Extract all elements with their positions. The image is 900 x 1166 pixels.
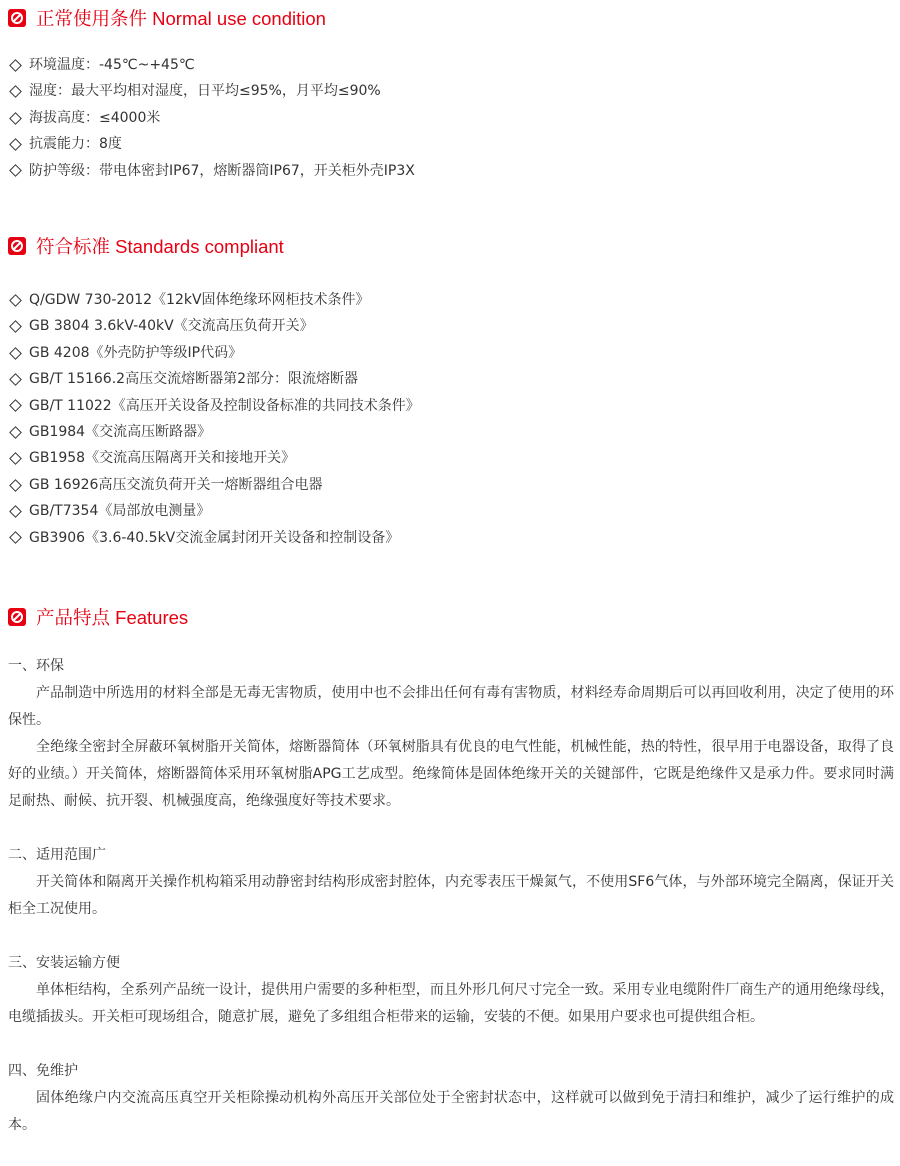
list-item <box>8 340 420 366</box>
no-sign-icon <box>8 237 26 255</box>
list-item-text: 抗震能力：8度 <box>29 136 122 153</box>
section-heading-features <box>8 605 188 629</box>
list-item-text: Q/GDW 730-2012《12kV固体绝缘环网柜技术条件》 <box>29 292 370 308</box>
list-item-text: GB1958《交流高压隔离开关和接地开关》 <box>29 450 296 467</box>
list-item-text: GB3906《3.6-40.5kV交流金属封闭开关设备和控制设备》 <box>29 529 400 546</box>
diamond-icon <box>9 426 22 439</box>
list-item-text: GB/T 11022《高压开关设备及控制设备标准的共同技术条件》 <box>29 397 420 414</box>
diamond-icon <box>9 59 22 72</box>
list-item-text: GB 3804 3.6kV-40kV《交流高压负荷开关》 <box>29 318 314 335</box>
list-item <box>8 366 420 392</box>
feature-paragraph: 开关简体和隔离开关操作机构箱采用动静密封结构形成密封腔体，内充零表压干燥氮气，不使用SF6气体，与外部环境完全隔离，保证开关柜全工况使用。 <box>8 874 894 917</box>
diamond-icon <box>9 373 22 386</box>
normal-use-list <box>8 52 415 184</box>
list-item-text: 防护等级：带电体密封IP67，熔断器筒IP67，开关柜外壳IP3X <box>29 162 415 179</box>
diamond-icon <box>9 479 22 492</box>
diamond-icon <box>9 112 22 125</box>
diamond-icon <box>9 294 22 307</box>
diamond-icon <box>9 320 22 333</box>
diamond-icon <box>9 452 22 465</box>
no-sign-icon <box>8 608 26 626</box>
feature-paragraph: 产品制造中所选用的材料全部是无毒无害物质，使用中也不会排出任何有毒有害物质，材料经寿命周期后可以再回收利用，决定了使用的环保性。 <box>8 685 894 728</box>
feature-heading: 一、环保 <box>8 658 64 674</box>
list-item <box>8 78 415 104</box>
list-item <box>8 525 420 551</box>
feature-heading: 三、安装运输方便 <box>8 955 120 971</box>
list-item-text: GB/T7354《局部放电测量》 <box>29 503 211 520</box>
diamond-icon <box>9 347 22 360</box>
list-item <box>8 105 415 131</box>
list-item <box>8 313 420 339</box>
section-heading-standards <box>8 234 284 258</box>
diamond-icon <box>9 505 22 518</box>
list-item <box>8 472 420 498</box>
list-item-text: 海拔高度：≤4000米 <box>29 109 161 126</box>
list-item <box>8 445 420 471</box>
diamond-icon <box>9 164 22 177</box>
feature-paragraph: 单体柜结构，全系列产品统一设计，提供用户需要的多种柜型，而且外形几何尺寸完全一致。采用专业电缆附件厂商生产的通用绝缘母线，电缆插拔头。开关柜可现场组合，随意扩展，避免了多组组合柜带来的运输，安装的不便。如果用户要求也可提供组合柜。 <box>8 982 894 1025</box>
feature-paragraph: 固体绝缘户内交流高压真空开关柜除操动机构外高压开关部位处于全密封状态中，这样就可以做到免于清扫和维护，减少了运行维护的成本。 <box>8 1090 894 1133</box>
no-sign-icon <box>8 9 26 27</box>
list-item <box>8 498 420 524</box>
list-item-text: 湿度：最大平均相对湿度，日平均≤95%，月平均≤90% <box>29 83 381 100</box>
list-item-text: 环境温度：-45℃~+45℃ <box>29 57 195 73</box>
list-item <box>8 419 420 445</box>
feature-block <box>8 950 894 1031</box>
section-title: 产品特点 Features <box>36 607 189 628</box>
diamond-icon <box>9 531 22 544</box>
list-item-text: GB1984《交流高压断路器》 <box>29 424 212 441</box>
diamond-icon <box>9 138 22 151</box>
feature-heading: 二、适用范围广 <box>8 847 106 863</box>
list-item <box>8 131 415 157</box>
feature-heading: 四、免维护 <box>8 1063 78 1079</box>
section-title: 符合标准 Standards compliant <box>36 236 284 257</box>
list-item <box>8 287 420 313</box>
list-item-text: GB 16926高压交流负荷开关一熔断器组合电器 <box>29 476 323 493</box>
list-item <box>8 52 415 78</box>
feature-block <box>8 1058 894 1139</box>
feature-block <box>8 653 894 815</box>
feature-block <box>8 842 894 923</box>
list-item-text: GB/T 15166.2高压交流熔断器第2部分：限流熔断器 <box>29 371 358 388</box>
diamond-icon <box>9 85 22 98</box>
section-heading-normal-use <box>8 6 326 30</box>
list-item <box>8 158 415 184</box>
features-body <box>8 653 894 1166</box>
standards-list <box>8 287 420 551</box>
list-item-text: GB 4208《外壳防护等级IP代码》 <box>29 344 243 361</box>
feature-paragraph: 全绝缘全密封全屏蔽环氧树脂开关简体，熔断器简体（环氧树脂具有优良的电气性能，机械性能，热的特性，很早用于电器设备，取得了良好的业绩。）开关简体，熔断器简体采用环氧树脂APG工艺成型。绝缘简体是固体绝缘开关的关键部件，它既是绝缘件又是承力件。要求同时满足耐热、耐候、抗开裂、机械强度高，绝缘强度好等技术要求。 <box>8 739 894 809</box>
diamond-icon <box>9 399 22 412</box>
list-item <box>8 393 420 419</box>
section-title: 正常使用条件 Normal use condition <box>36 8 326 29</box>
